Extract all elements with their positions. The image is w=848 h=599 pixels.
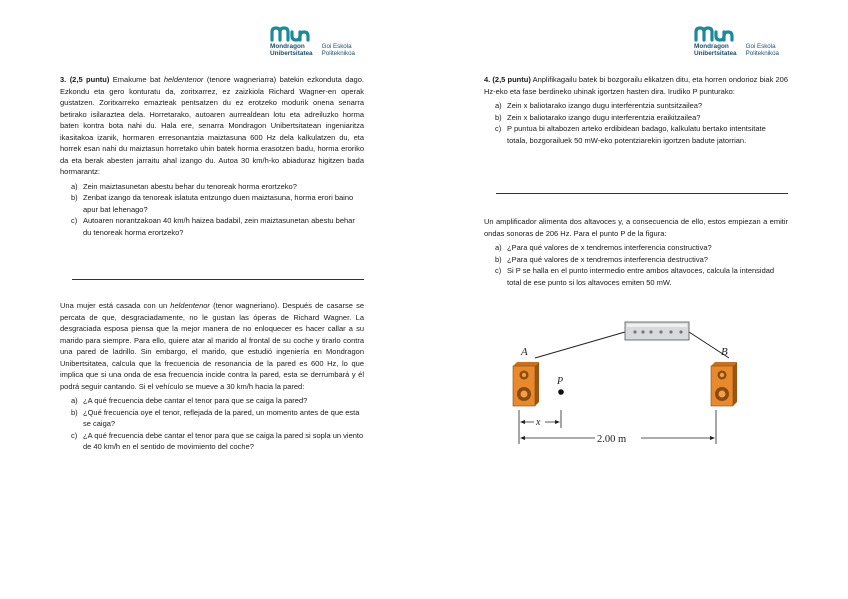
- question-3-spanish: [60, 300, 364, 453]
- list-item: b) Zein x baliotarako izango dugu interferentzia eraikitzailea?: [495, 112, 701, 122]
- question-3-basque: [60, 74, 364, 238]
- question-3-subquestions: [60, 181, 364, 239]
- section-divider: [72, 279, 364, 280]
- university-logo: [694, 26, 779, 58]
- speaker-a-label: A: [521, 346, 528, 358]
- question-4-spanish: [484, 216, 788, 288]
- question-3-statement: 3. (2,5 puntu) Emakume bat heldentenor (tenore wagneriarra) batekin ezkonduta dago. Ezkondu eta gero konturatu da, zoritxarrez, ez zaizkiola Richard Wagner-en operak gustatzen. Zoritxarreko emazteak pentsatzen du ez erotzeko modurik onena senarra betirako isilaraztea dela. Horretarako, autoaren aurrealdean lotu eta adreiluzko horma baten kontra bota nahi du. Hala ere, senarra Mondragon Unibertsitatean ingeniaritza ikasitakoa izanik, hormaren erresonantzia maiztasuna 600 Hz dela kalkulatzen du, eta horrek esan nahi du maiztasun horretako uhin batek horma erasotzen badu, horma eroriko da eta berak abesten jarraitu ahal izango du. Autoa 30 km/h-ko abiaduraz higitzen bada hormarantz:: [60, 75, 364, 176]
- list-item: c) Autoaren norantzakoan 40 km/h haizea badabil, zein maiztasunetan abestu behar du tenoreak horma erortzeko?: [71, 216, 355, 237]
- logo-university-name: Mondragon Unibertsitatea: [270, 43, 313, 58]
- list-item: a) ¿Para qué valores de x tendremos interferencia constructiva?: [495, 243, 712, 252]
- list-item: a) ¿A qué frecuencia debe cantar el tenor para que se caiga la pared?: [71, 396, 308, 405]
- question-4-statement: 4. (2,5 puntu) Anplifikagailu batek bi bozgorailu elikatzen ditu, eta horren ondorioz biak 206 Hz-eko eta fase berdineko uhinak igortzen hasten dira. Irudiko P punturako:: [484, 75, 788, 96]
- speaker-b-label: B: [721, 346, 728, 358]
- point-p-label: P: [557, 376, 564, 387]
- list-item: c) P puntua bi altabozen arteko erdibidean badago, kalkulatu bertako intentsitate totala, bozgorailuek 50 mW-eko potentziarekin igortzen badute jatorrian.: [495, 124, 766, 145]
- list-item: b) Zenbat izango da tenoreak islatuta entzungo duen maiztasuna, horma erori baino apur bat lehenago?: [71, 193, 354, 214]
- speaker-a-icon: [513, 362, 539, 406]
- point-p-marker: [558, 389, 564, 395]
- list-item: c) ¿A qué frecuencia debe cantar el tenor para que se caiga la pared si sopla un viento de 40 km/h en el sentido de movimiento del coche?: [71, 430, 364, 451]
- question-3-subquestions-es: [60, 395, 364, 453]
- speaker-b-icon: [711, 362, 737, 406]
- question-4-statement-es: Un amplificador alimenta dos altavoces y, a consecuencia de ello, estos empiezan a emitir ondas sonoras de 206 Hz. Para el punto P de la figura:: [484, 217, 788, 238]
- mondragon-logo-icon: [694, 26, 734, 42]
- mondragon-logo-icon: [270, 26, 310, 42]
- amplifier-icon: [625, 322, 689, 340]
- distance-label: 2.00 m: [597, 434, 627, 445]
- logo-school-name: Goi Eskola Politeknikoa: [745, 43, 779, 58]
- list-item: b) ¿Qué frecuencia oye el tenor, reflejada de la pared, un momento antes de que esta se caiga?: [71, 407, 360, 428]
- wire-to-speaker-a: [535, 332, 625, 358]
- university-logo: [270, 26, 355, 58]
- section-divider: [496, 193, 788, 194]
- list-item: b) ¿Para qué valores de x tendremos interferencia destructiva?: [495, 254, 708, 264]
- question-4-subquestions: [484, 100, 788, 146]
- list-item: a) Zein x baliotarako izango dugu interferentzia suntsitzailea?: [495, 101, 703, 110]
- question-3-statement-es: Una mujer está casada con un heldentenor (tenor wagneriano). Después de casarse se percata de que, desgraciadamente, no le gustan las óperas de Richard Wagner. La desgraciada esposa piensa que la mejor manera de no enloquecer es hacer callar a su marido para siempre. Para ello, quiere atar al marido al frontal de su coche y tirarlo contra una pared de ladrillo. Sin embargo, el marido, que estudió ingeniería en Mondragon Unibertsitatea, calcula que la frecuencia de resonancia de la pared es 600 Hz, lo que implica que si una onda de esa frecuencia incide contra la pared, esta se derrumbará y él podrá seguir cantando. Si el vehículo se mueve a 30 km/h hacia la pared:: [60, 301, 364, 391]
- question-4-subquestions-es: [484, 242, 788, 288]
- logo-school-name: Goi Eskola Politeknikoa: [321, 43, 355, 58]
- x-dimension-label: x: [536, 417, 541, 428]
- logo-university-name: Mondragon Unibertsitatea: [694, 43, 737, 58]
- list-item: a) Zein maiztasunetan abestu behar du tenoreak horma erortzeko?: [71, 181, 297, 191]
- speaker-diagram: [511, 318, 761, 460]
- list-item: c) Si P se halla en el punto intermedio entre ambos altavoces, calcula la intensidad total de ese punto si los altavoces emiten 50 mW.: [495, 266, 775, 287]
- question-4-basque: [484, 74, 788, 146]
